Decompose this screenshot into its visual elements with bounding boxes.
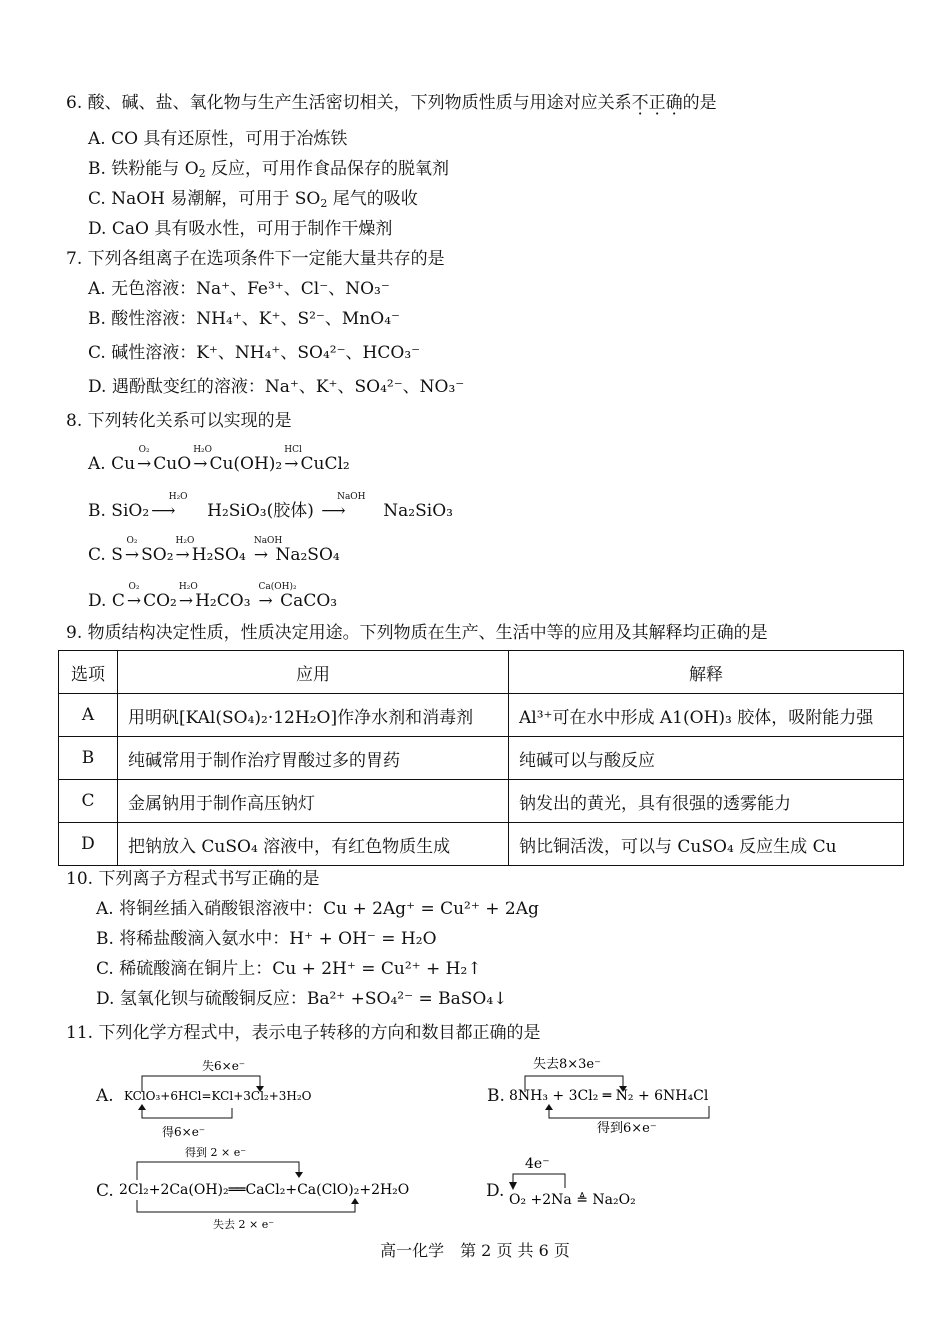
q10-stem: 10. 下列离子方程式书写正确的是 [66,869,320,889]
table-cell: D [59,823,118,866]
table-cell: 纯碱常用于制作治疗胃酸过多的胃药 [118,737,509,780]
table-header: 解释 [509,651,904,694]
q11-option-a-diagram [120,1050,330,1140]
q11-c-top: 得到 2 × e⁻ [185,1146,247,1159]
page-footer: 高一化学 第 2 页 共 6 页 [380,1241,570,1260]
q11-option-d-diagram [505,1150,685,1220]
q11-option-c-label: C. [96,1181,114,1201]
table-header-row [59,651,904,694]
table-cell: A [59,694,118,737]
q11-b-top: 失去8×3e⁻ [533,1057,601,1072]
q8-stem: 8. 下列转化关系可以实现的是 [66,411,292,431]
long-arrow-icon: NaOH ⟶ [321,492,366,521]
q10-option-d: D. 氢氧化钡与硫酸铜反应：Ba²⁺ +SO₄²⁻ = BaSO₄↓ [96,989,508,1009]
q7-option-b: B. 酸性溶液：NH₄⁺、K⁺、S²⁻、MnO₄⁻ [88,309,400,329]
q7-option-a: A. 无色溶液：Na⁺、Fe³⁺、Cl⁻、NO₃⁻ [88,279,390,299]
arrow-icon: NaOH → [253,536,283,565]
arrow-icon: O₂ → [137,445,152,474]
table-row [59,737,904,780]
arrow-icon: O₂ → [126,582,142,611]
q11-stem: 11. 下列化学方程式中，表示电子转移的方向和数目都正确的是 [66,1023,541,1043]
q10-option-b: B. 将稀盐酸滴入氨水中：H⁺ + OH⁻ = H₂O [96,929,437,949]
q11-d-equation: O₂ +2Na ≜ Na₂O₂ [509,1192,636,1208]
table-row [59,780,904,823]
table-row [59,694,904,737]
q11-a-equation: KClO₃+6HCl=KCl+3Cl₂+3H₂O [124,1089,312,1103]
q11-c-equation: 2Cl₂+2Ca(OH)₂══CaCl₂+Ca(ClO)₂+2H₂O [119,1182,410,1198]
q6-emphasis: 不正确 [631,93,683,113]
table-row [59,823,904,866]
q9-table [58,650,904,866]
table-cell: 金属钠用于制作高压钠灯 [118,780,509,823]
long-arrow-icon: H₂O ⟶ [151,492,188,521]
q11-option-d-label: D. [486,1181,505,1201]
q6-option-d: D. CaO 具有吸水性，可用于制作干燥剂 [88,219,393,239]
q6-option-c: C. NaOH 易潮解，可用于 $SO_2$ 尾气的吸收 [88,189,418,210]
arrow-icon: O₂ → [124,536,140,565]
q10-option-c: C. 稀硫酸滴在铜片上：Cu + 2H⁺ = Cu²⁺ + H₂↑ [96,959,482,979]
arrow-icon: Ca(OH)₂ → [258,582,297,611]
q11-a-top: 失6×e⁻ [202,1059,246,1073]
q8-option-b: B. SiO₂ H₂O ⟶ H₂SiO₃(胶体) NaOH ⟶ Na₂SiO₃ [88,492,453,521]
q10-option-a: A. 将铜丝插入硝酸银溶液中：Cu + 2Ag⁺ = Cu²⁺ + 2Ag [96,899,539,919]
q9-stem: 9. 物质结构决定性质，性质决定用途。下列物质在生产、生活中等的应用及其解释均正确的是 [66,623,768,643]
arrow-icon: H₂O → [193,445,213,474]
q11-option-a-label: A. [96,1086,114,1106]
arrow-icon: HCl → [284,445,302,474]
q7-option-d: D. 遇酚酞变红的溶液：Na⁺、K⁺、SO₄²⁻、NO₃⁻ [88,377,465,397]
table-header: 应用 [118,651,509,694]
q6-option-b: B. 铁粉能与 $O_2$ 反应，可用作食品保存的脱氧剂 [88,159,450,180]
table-cell: B [59,737,118,780]
q11-d-top: 4e⁻ [525,1156,550,1172]
table-cell: 钠比铜活泼，可以与 CuSO₄ 反应生成 Cu [509,823,904,866]
q7-option-c: C. 碱性溶液：K⁺、NH₄⁺、SO₄²⁻、HCO₃⁻ [88,343,421,363]
q11-b-equation: 8NH₃ + 3Cl₂ ═ N₂ + 6NH₄Cl [509,1088,709,1104]
q8-option-d: D. C O₂ → CO₂ H₂O → H₂CO₃ Ca(OH)₂ → CaCO₃ [88,582,338,611]
q11-option-b-label: B. [487,1086,505,1106]
table-cell: 钠发出的黄光，具有很强的透雾能力 [509,780,904,823]
table-cell: 用明矾[KAl(SO₄)₂·12H₂O]作净水剂和消毒剂 [118,694,509,737]
table-cell: Al³⁺可在水中形成 A1(OH)₃ 胶体，吸附能力强 [509,694,904,737]
q6-option-a: A. CO 具有还原性，可用于冶炼铁 [88,129,348,149]
q8-option-c: C. S O₂ → SO₂ H₂O → H₂SO₄ NaOH → Na₂SO₄ [88,536,340,565]
table-cell: C [59,780,118,823]
table-cell: 纯碱可以与酸反应 [509,737,904,780]
table-cell: 把钠放入 CuSO₄ 溶液中，有红色物质生成 [118,823,509,866]
q6-stem: 6. 酸、碱、盐、氧化物与生产生活密切相关，下列物质性质与用途对应关系不正确的是 [66,93,717,113]
q11-c-bottom: 失去 2 × e⁻ [213,1218,275,1230]
q11-b-bottom: 得到6×e⁻ [597,1121,657,1136]
arrow-icon: H₂O → [175,536,195,565]
q11-option-b-diagram [505,1050,720,1140]
q7-stem: 7. 下列各组离子在选项条件下一定能大量共存的是 [66,249,445,269]
q11-a-bottom: 得6×e⁻ [162,1125,206,1139]
q8-option-a: A. Cu O₂ → CuO H₂O → Cu(OH)₂ HCl → CuCl₂ [88,445,350,474]
arrow-icon: H₂O → [178,582,198,611]
q11-option-c-diagram [115,1140,460,1230]
table-header: 选项 [59,651,118,694]
